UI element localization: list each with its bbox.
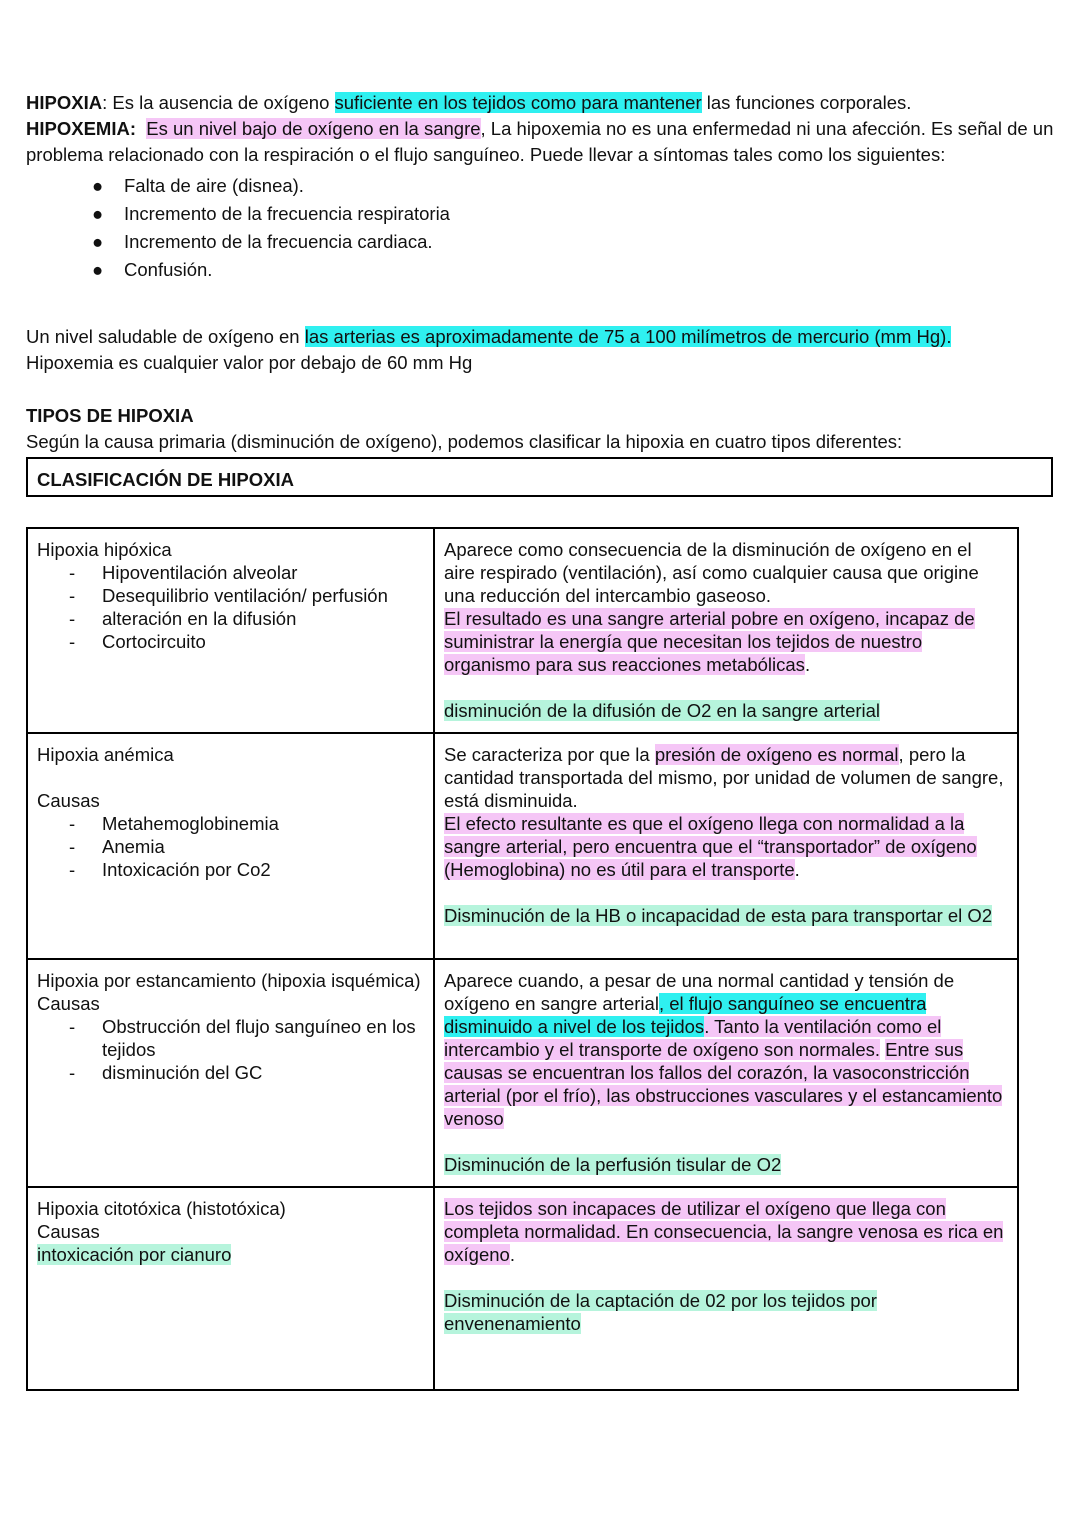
list-item — [37, 858, 423, 881]
description-end: . — [509, 1244, 515, 1265]
causes-label: Causas — [37, 790, 100, 811]
cause-text: disminución del GC — [102, 1062, 263, 1083]
hipoxemia-text: , La hipoxemia no es una enfermedad ni una afección. Es señal de un problema relacionado con la respiración o el flujo sanguíneo. Puede llevar a síntomas tales como los siguientes: — [26, 118, 1054, 165]
symptom-text: Confusión. — [124, 259, 213, 280]
cause-text: alteración en la difusión — [102, 608, 297, 629]
list-item — [37, 835, 423, 858]
healthy-level-text — [26, 324, 1056, 350]
hipoxemia-term: HIPOXEMIA: — [26, 118, 136, 139]
description-highlight: El efecto resultante es que el oxígeno llega con normalidad a la sangre arterial, pero encuentra que el “transportador” de oxígeno (Hemoglobina) no es útil para el transporte — [444, 813, 977, 880]
dash-icon: - — [69, 585, 76, 606]
types-section — [26, 403, 1066, 455]
list-item — [37, 1015, 423, 1061]
type-cell — [27, 1187, 434, 1390]
cause-highlight: intoxicación por cianuro — [37, 1244, 232, 1265]
dash-icon: - — [69, 608, 76, 629]
spacer — [444, 881, 1007, 904]
dash-icon: - — [69, 836, 76, 857]
list-item — [26, 256, 1056, 284]
dash-icon: - — [69, 859, 76, 880]
list-item — [37, 584, 423, 607]
intro-section — [26, 90, 1056, 284]
symptom-text: Incremento de la frecuencia cardiaca. — [124, 231, 433, 252]
spacer — [37, 766, 423, 789]
cause-text: Intoxicación por Co2 — [102, 859, 271, 880]
dash-icon: - — [69, 631, 76, 652]
section-heading — [26, 403, 1066, 429]
description-text — [444, 813, 977, 880]
cause-list — [37, 1015, 423, 1084]
description-text — [444, 743, 1007, 812]
description-lead: Aparece cuando, a pesar de una normal cantidad y tensión de oxígeno en sangre arterial — [444, 970, 955, 1014]
cause-text: Obstrucción del flujo sanguíneo en los tejidos — [102, 1016, 416, 1060]
list-item — [37, 607, 423, 630]
cause-list — [37, 812, 423, 881]
causes-label: Causas — [37, 1221, 100, 1242]
bullet-icon: ● — [92, 231, 104, 252]
cause-text: Anemia — [102, 836, 165, 857]
list-item — [37, 630, 423, 653]
dash-icon: - — [69, 1016, 76, 1037]
description-text: Aparece como consecuencia de la disminución de oxígeno en el aire respirado (ventilación), así como cualquier causa que origine una reducción del intercambio gaseoso. — [444, 539, 979, 606]
type-cell — [27, 528, 434, 733]
dash-icon: - — [69, 813, 76, 834]
description-cell — [434, 1187, 1018, 1390]
hipoxia-text-end: las funciones corporales. — [701, 92, 912, 113]
spacer — [444, 1130, 1007, 1153]
description-cell — [434, 528, 1018, 733]
type-cell — [27, 959, 434, 1187]
bullet-icon: ● — [92, 203, 104, 224]
spacer — [444, 1266, 1007, 1289]
table-row — [27, 733, 1018, 959]
table-row — [27, 1187, 1018, 1390]
description-highlight: El resultado es una sangre arterial pobre en oxígeno, incapaz de suministrar la energía que necesitan los tejidos de nuestro organismo para sus reacciones metabólicas — [444, 608, 975, 675]
cause-text: Cortocircuito — [102, 631, 206, 652]
cause-text: Desequilibrio ventilación/ perfusión — [102, 585, 388, 606]
summary-highlight: Disminución de la HB o incapacidad de esta para transportar el O2 — [444, 905, 993, 926]
oxygen-levels-section — [26, 324, 1056, 376]
description-cell — [434, 959, 1018, 1187]
description-highlight: Los tejidos son incapaces de utilizar el oxígeno que llega con completa normalidad. En consecuencia, la sangre venosa es rica en oxígeno — [444, 1198, 1004, 1265]
description-cell — [434, 733, 1018, 959]
description-highlight: Entre sus causas se encuentran los fallos del corazón, la vasoconstricción arterial (por el frío), las obstrucciones vasculares y el estancamiento venoso — [444, 1039, 1003, 1129]
summary-highlight: disminución de la difusión de O2 en la sangre arterial — [444, 700, 881, 721]
summary-highlight: Disminución de la perfusión tisular de O2 — [444, 1154, 782, 1175]
types-heading: TIPOS DE HIPOXIA — [26, 405, 194, 426]
symptom-text: Incremento de la frecuencia respiratoria — [124, 203, 450, 224]
symptom-text: Falta de aire (disnea). — [124, 175, 304, 196]
description-text — [444, 970, 954, 1060]
type-name: Hipoxia por estancamiento (hipoxia isquémica) — [37, 970, 421, 991]
spacer — [444, 676, 1007, 699]
hipoxia-highlight: suficiente en los tejidos como para mantener — [334, 92, 702, 113]
dash-icon: - — [69, 562, 76, 583]
list-item — [26, 172, 1056, 200]
cause-text: Hipoventilación alveolar — [102, 562, 298, 583]
description-lead: Se caracteriza por que la — [444, 744, 655, 765]
hypoxemia-threshold-text: Hipoxemia es cualquier valor por debajo de 60 mm Hg — [26, 352, 473, 373]
hipoxemia-highlight: Es un nivel bajo de oxígeno en la sangre — [146, 118, 481, 139]
description-end: . — [794, 859, 800, 880]
description-text — [444, 608, 975, 675]
list-item — [26, 200, 1056, 228]
healthy-level-lead: Un nivel saludable de oxígeno en — [26, 326, 305, 347]
hipoxemia-definition — [26, 116, 1056, 168]
type-name: Hipoxia anémica — [37, 744, 174, 765]
table-row — [27, 528, 1018, 733]
cause-text: Metahemoglobinemia — [102, 813, 279, 834]
classification-title-box: CLASIFICACIÓN DE HIPOXIA — [26, 457, 1053, 497]
list-item — [37, 812, 423, 835]
description-end: . — [804, 654, 811, 675]
description-text — [444, 1198, 1003, 1265]
hipoxia-definition — [26, 90, 1056, 116]
bullet-icon: ● — [92, 175, 104, 196]
type-name: Hipoxia citotóxica (histotóxica) — [37, 1198, 286, 1219]
description-cyan-highlight: , el flujo sanguíneo se encuentra disminuido a nivel de los tejidos — [444, 993, 927, 1037]
description-highlight: presión de oxígeno es normal — [654, 744, 899, 765]
dash-icon: - — [69, 1062, 76, 1083]
description-highlight: . Tanto la ventilación como el intercambio y el transporte de oxígeno son normales. — [444, 1016, 942, 1060]
hipoxia-text: : Es la ausencia de oxígeno — [102, 92, 335, 113]
healthy-level-highlight: las arterias es aproximadamente de 75 a 100 milímetros de mercurio (mm Hg). — [304, 326, 952, 347]
hipoxia-term: HIPOXIA — [26, 92, 103, 113]
types-intro: Según la causa primaria (disminución de oxígeno), podemos clasificar la hipoxia en cuatro tipos diferentes: — [26, 431, 903, 452]
hypoxia-table — [26, 527, 1019, 1391]
list-item — [26, 228, 1056, 256]
type-cell — [27, 733, 434, 959]
list-item — [37, 561, 423, 584]
list-item — [37, 1061, 423, 1084]
summary-highlight: Disminución de la captación de 02 por los tejidos por envenenamiento — [444, 1290, 877, 1334]
type-name: Hipoxia hipóxica — [37, 539, 172, 560]
cause-list — [37, 561, 423, 653]
causes-label: Causas — [37, 993, 100, 1014]
description-tail: , pero la cantidad transportada del mismo, por unidad de volumen de sangre, está disminuida. — [444, 744, 1004, 811]
symptoms-list — [26, 172, 1056, 284]
bullet-icon: ● — [92, 259, 104, 280]
table-row — [27, 959, 1018, 1187]
